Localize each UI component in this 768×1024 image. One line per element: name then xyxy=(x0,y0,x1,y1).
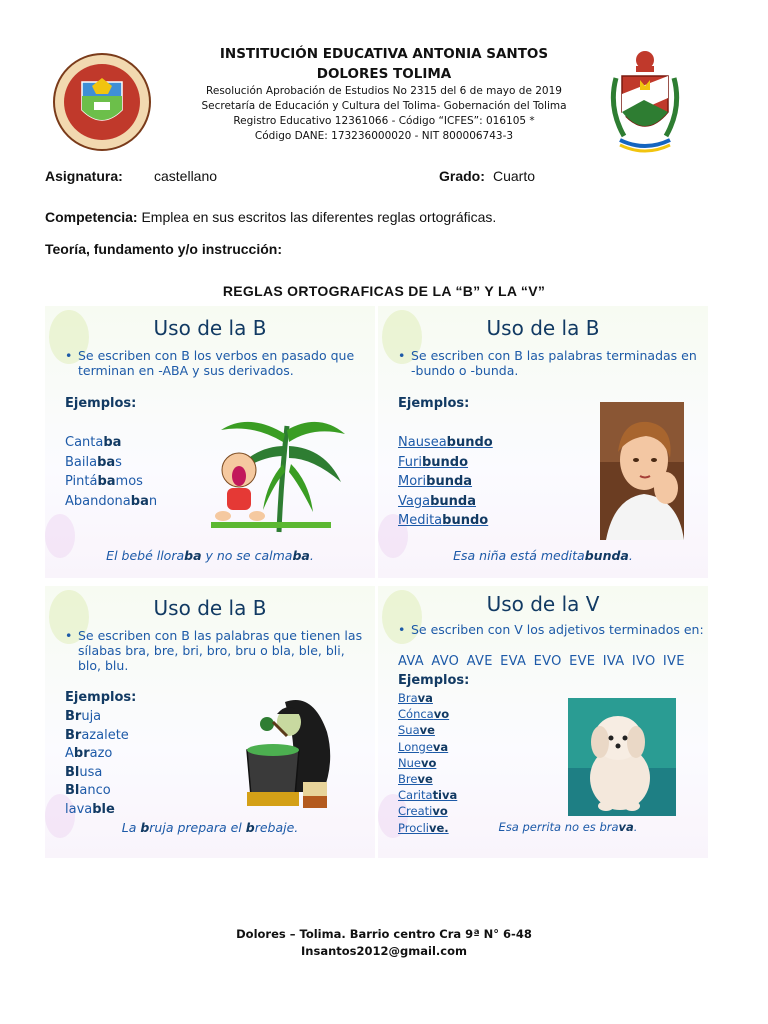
example-word xyxy=(398,803,457,819)
word-stem: Medita xyxy=(398,513,443,528)
caption-text: ruja prepara el xyxy=(149,820,246,835)
caption-text: . xyxy=(309,548,314,563)
word-highlight: bundo xyxy=(442,513,489,528)
example-word-text xyxy=(398,740,448,754)
panel-caption xyxy=(45,548,375,563)
witch-cauldron-illustration xyxy=(243,692,335,817)
word-suffix: anco xyxy=(79,783,111,799)
word-highlight: va xyxy=(432,739,449,754)
word-stem: Mori xyxy=(398,474,427,489)
caption-text: . xyxy=(633,820,638,834)
word-stem: A xyxy=(65,746,74,762)
caption-highlight: va xyxy=(618,820,634,834)
word-highlight: ve xyxy=(419,723,435,738)
example-word xyxy=(65,708,129,727)
word-suffix: azalete xyxy=(81,727,129,743)
example-word xyxy=(398,492,493,512)
example-word-text xyxy=(398,455,468,470)
example-word-text xyxy=(398,707,449,721)
panel-uso-b-aba xyxy=(45,306,375,578)
example-word-text xyxy=(65,728,129,743)
word-stem: Pintá xyxy=(65,474,98,489)
panel-uso-b-bra-bla xyxy=(45,586,375,858)
word-stem: Bra xyxy=(398,691,418,705)
word-highlight: Bl xyxy=(65,764,80,780)
examples-list xyxy=(65,708,129,820)
thinking-girl-photo xyxy=(600,402,684,545)
example-word xyxy=(65,433,157,453)
panel-rule: • Se escriben con B las palabras que tienen las sílabas bra, bre, bri, bro, bru o bla, ble, bli, blo, blu. xyxy=(65,628,365,673)
example-word-text xyxy=(398,772,433,786)
example-word xyxy=(398,739,457,755)
example-word xyxy=(398,787,457,803)
word-highlight: vo xyxy=(432,804,448,819)
example-word xyxy=(65,492,157,512)
example-word-text xyxy=(398,435,493,450)
panel-rule: • Se escriben con B las palabras terminadas en -bundo o -bunda. xyxy=(398,348,698,378)
word-stem: Creati xyxy=(398,804,433,819)
example-word xyxy=(65,745,129,764)
word-stem: Nue xyxy=(398,755,421,770)
example-word-text xyxy=(65,765,102,780)
word-highlight: tiva xyxy=(432,788,458,803)
word-highlight: Bl xyxy=(65,783,80,799)
example-word-text xyxy=(65,746,112,761)
resolution-line: Resolución Aprobación de Estudios No 2315 del 6 de mayo de 2019 xyxy=(206,85,562,97)
competencia-value: Emplea en sus escritos las diferentes reglas ortográficas. xyxy=(141,209,497,225)
word-stem: lava xyxy=(65,801,93,817)
example-word-text xyxy=(398,494,476,509)
examples-list xyxy=(398,690,457,836)
word-highlight: ve. xyxy=(428,820,449,835)
secretaria-line: Secretaría de Educación y Cultura del Tolima- Gobernación del Tolima xyxy=(201,100,567,112)
caption-highlight: ba xyxy=(292,548,310,563)
example-word-text xyxy=(65,435,121,450)
example-word-text xyxy=(65,802,115,817)
panel-caption xyxy=(378,548,708,563)
example-word xyxy=(398,511,493,531)
institution-city: DOLORES TOLIMA xyxy=(316,66,452,82)
example-word-text xyxy=(398,474,472,489)
panel-rule: • Se escriben con V los adjetivos terminados en: xyxy=(398,622,708,637)
word-suffix: s xyxy=(115,454,122,470)
word-stem: Longe xyxy=(398,739,433,754)
caption-text: rebaje. xyxy=(254,820,299,835)
example-word-text xyxy=(65,455,122,470)
footer-address: Dolores – Tolima. Barrio centro Cra 9ª N° 6-48 xyxy=(236,927,532,941)
word-suffix: n xyxy=(148,493,158,509)
dane-line: Código DANE: 173236000020 - NIT 800006743-3 xyxy=(254,130,514,142)
word-highlight: ba xyxy=(97,454,116,470)
tolima-coat-of-arms-logo xyxy=(604,48,686,156)
example-word xyxy=(398,771,457,787)
word-suffix: uja xyxy=(81,709,102,724)
example-word xyxy=(398,755,457,771)
word-stem: Furi xyxy=(398,454,422,470)
caption-highlight: ba xyxy=(184,548,202,563)
panel-title: Uso de la B xyxy=(153,316,267,340)
word-highlight: va xyxy=(417,691,433,705)
example-word-text xyxy=(65,709,101,724)
word-stem: Sua xyxy=(398,723,420,738)
example-word-text xyxy=(398,513,488,528)
example-word xyxy=(65,782,129,801)
example-word-text xyxy=(65,494,157,509)
example-word xyxy=(398,453,493,473)
example-word xyxy=(65,453,157,473)
example-word xyxy=(65,472,157,492)
panel-caption xyxy=(438,820,698,834)
examples-label: Ejemplos: xyxy=(65,690,137,705)
word-stem: Abandona xyxy=(65,493,131,509)
adjective-endings: AVA AVO AVE EVA EVO EVE IVA IVO IVE xyxy=(398,654,685,669)
example-word xyxy=(398,690,457,706)
word-highlight: ba xyxy=(103,435,122,450)
panel-uso-v-adjetivos xyxy=(378,586,708,858)
teoria-label: Teoría, fundamento y/o instrucción: xyxy=(45,241,282,257)
word-stem: Bre xyxy=(398,772,418,787)
examples-list xyxy=(398,433,493,531)
grado-value: Cuarto xyxy=(493,168,536,184)
example-word-text xyxy=(398,804,448,818)
word-highlight: ve xyxy=(417,772,433,787)
footer xyxy=(0,926,768,960)
example-word-text xyxy=(65,783,111,798)
caption-text: La xyxy=(121,820,141,835)
word-highlight: bunda xyxy=(430,493,476,509)
example-word-text xyxy=(398,756,436,770)
word-highlight: bundo xyxy=(421,454,469,470)
panel-rule: • Se escriben con B los verbos en pasado que terminan en -ABA y sus derivados. xyxy=(65,348,365,378)
section-title: REGLAS ORTOGRAFICAS DE LA “B” Y LA “V” xyxy=(222,283,546,299)
word-stem: Cónca xyxy=(398,707,434,722)
word-highlight: ba xyxy=(97,474,116,489)
caption-text: y no se calma xyxy=(201,548,293,563)
examples-label: Ejemplos: xyxy=(398,396,470,411)
word-suffix: mos xyxy=(115,474,143,489)
word-stem: Canta xyxy=(65,435,104,450)
competencia-line xyxy=(45,209,496,225)
example-word xyxy=(398,722,457,738)
example-word-text xyxy=(398,788,457,802)
caption-highlight: bunda xyxy=(584,548,629,563)
crying-baby-palm-illustration xyxy=(209,412,349,549)
examples-label: Ejemplos: xyxy=(65,396,137,411)
word-suffix: usa xyxy=(79,764,103,780)
word-suffix: azo xyxy=(89,746,113,762)
caption-highlight: b xyxy=(140,820,150,835)
competencia-label: Competencia: xyxy=(45,209,138,225)
example-word xyxy=(65,801,129,820)
example-word-text xyxy=(398,723,435,737)
grado-label: Grado: xyxy=(439,168,485,184)
registro-line: Registro Educativo 12361066 - Código “ICFES”: 016105 * xyxy=(233,115,535,127)
panel-caption xyxy=(45,820,375,835)
panel-title: Uso de la B xyxy=(153,596,267,620)
word-highlight: ble xyxy=(92,801,115,817)
caption-text: El bebé llora xyxy=(106,548,185,563)
word-highlight: Br xyxy=(65,727,82,743)
word-highlight: br xyxy=(73,746,90,762)
word-highlight: ba xyxy=(130,493,149,509)
word-stem: Vaga xyxy=(398,493,431,509)
caption-text: Esa niña está medita xyxy=(453,548,585,563)
example-word xyxy=(65,764,129,783)
word-highlight: vo xyxy=(420,755,437,770)
word-stem: Baila xyxy=(65,454,98,470)
example-word xyxy=(398,472,493,492)
examples-label: Ejemplos: xyxy=(398,673,470,688)
panel-title: Uso de la B xyxy=(486,316,600,340)
word-stem: Nausea xyxy=(398,435,447,450)
word-stem: Procli xyxy=(398,820,429,835)
institution-name: INSTITUCIÓN EDUCATIVA ANTONIA SANTOS xyxy=(219,46,549,62)
word-stem: Carita xyxy=(398,788,433,803)
asignatura-label: Asignatura: xyxy=(45,168,123,184)
caption-text: Esa perrita no es bra xyxy=(498,820,619,834)
example-word xyxy=(65,727,129,746)
caption-highlight: b xyxy=(245,820,255,835)
example-word xyxy=(398,433,493,453)
example-word xyxy=(398,706,457,722)
panel-title: Uso de la V xyxy=(486,592,600,616)
word-highlight: bundo xyxy=(446,435,493,450)
example-word-text xyxy=(65,474,143,489)
panel-uso-b-bundo xyxy=(378,306,708,578)
footer-email: Insantos2012@gmail.com xyxy=(301,944,467,958)
caption-text: . xyxy=(628,548,633,563)
puppy-photo xyxy=(568,698,676,821)
asignatura-value: castellano xyxy=(154,168,218,184)
word-highlight: bunda xyxy=(426,474,473,489)
examples-list xyxy=(65,433,157,511)
example-word-text xyxy=(398,691,433,705)
word-highlight: vo xyxy=(433,707,450,722)
word-highlight: Br xyxy=(65,709,82,724)
